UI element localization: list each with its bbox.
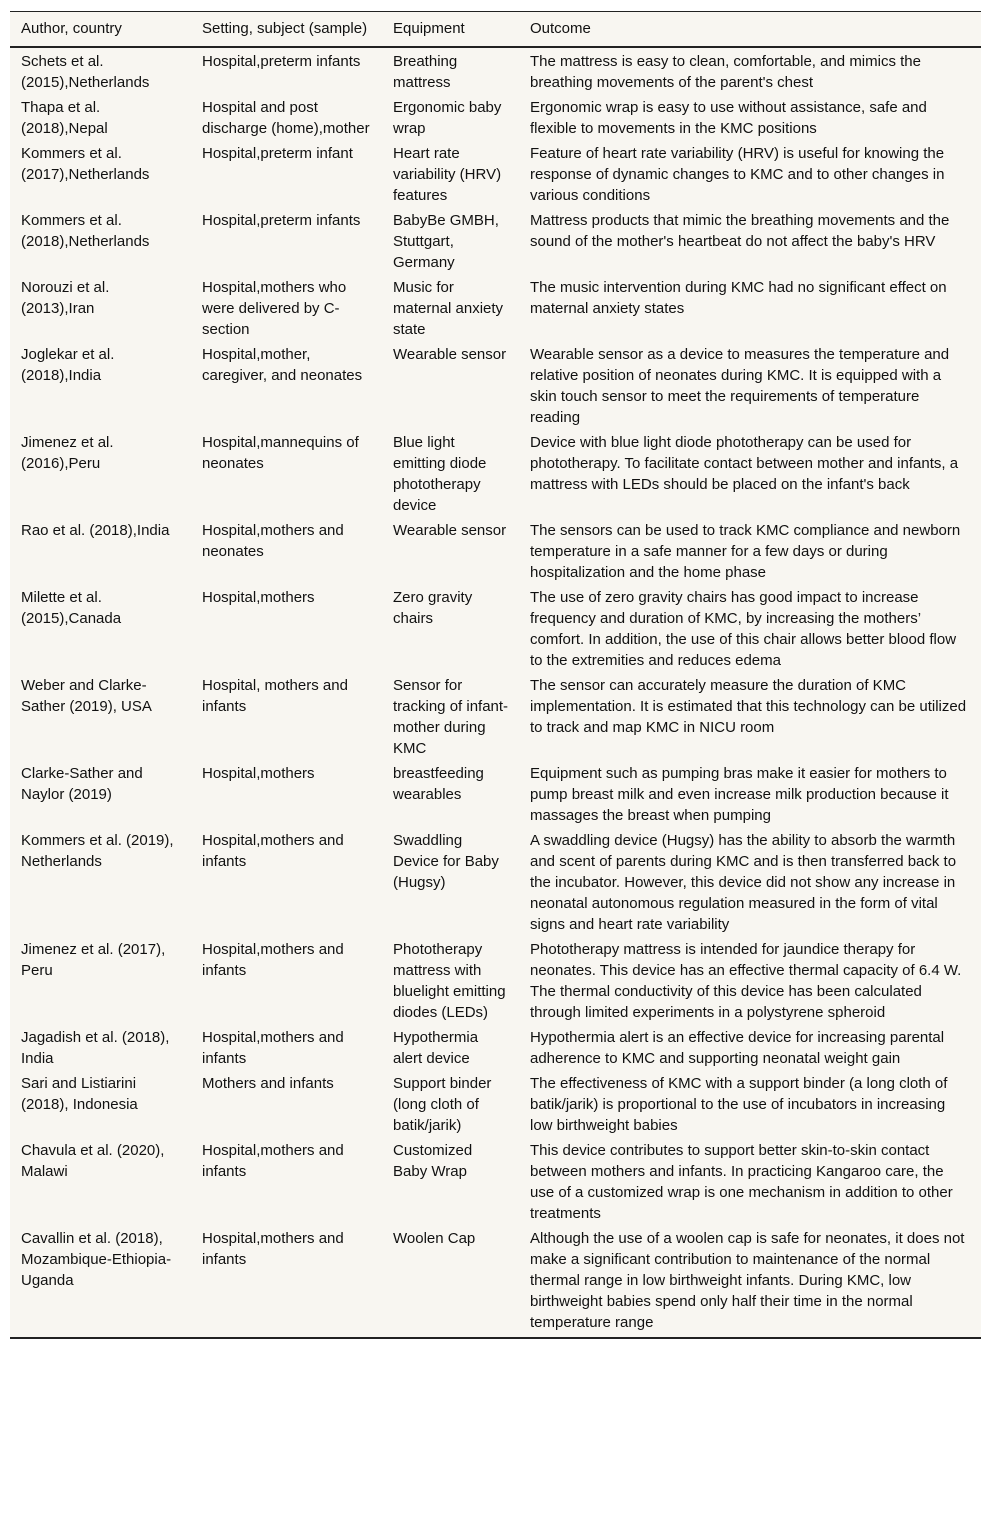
equipment-cell: Wearable sensor [393,522,507,539]
equipment-cell: Heart rate variability (HRV) features [393,145,502,204]
author-country-cell: Jimenez et al. (2017), Peru [21,941,166,979]
author-country-cell: Kommers et al. (2018),Netherlands [21,212,150,250]
author-country-cell: Milette et al. (2015),Canada [21,589,122,627]
equipment-cell: Ergonomic baby wrap [393,99,502,137]
table-row [10,1226,981,1337]
author-country-cell: Kommers et al. (2017),Netherlands [21,145,150,183]
outcome-cell: A swaddling device (Hugsy) has the ability to absorb the warmth and scent of parents during KMC and is then transferred back to the incubator. However, this device did not show any increase in neonatal autonomous regulation measured in the form of vital signs and heart rate variability [530,832,957,933]
setting-subject-cell: Hospital,mothers and neonates [202,522,344,560]
author-country-cell: Jagadish et al. (2018), India [21,1029,170,1067]
author-country-cell: Joglekar et al. (2018),India [21,346,115,384]
equipment-cell: Wearable sensor [393,346,507,363]
table-row [10,585,981,673]
setting-subject-cell: Hospital,mothers and infants [202,1142,344,1180]
outcome-cell: Hypothermia alert is an effective device for increasing parental adherence to KMC and supporting neonatal weight gain [530,1029,945,1067]
setting-subject-cell: Hospital,preterm infants [202,53,361,70]
setting-subject-cell: Hospital,mothers and infants [202,832,344,870]
table-row [10,430,981,518]
setting-subject-cell: Hospital,preterm infants [202,212,361,229]
kmc-equipment-table [10,12,981,1337]
header-equipment: Equipment [382,12,519,47]
header-author-country: Author, country [10,12,191,47]
table-header [10,12,981,47]
header-setting-subject: Setting, subject (sample) [191,12,382,47]
equipment-cell: Zero gravity chairs [393,589,473,627]
setting-subject-cell: Hospital,mothers [202,765,315,782]
setting-subject-cell: Hospital,mother, caregiver, and neonates [202,346,363,384]
table-row [10,761,981,828]
table-row [10,208,981,275]
outcome-cell: Wearable sensor as a device to measures the temperature and relative position of neonates during KMC. It is equipped with a skin touch sensor to meet the requirements of temperature reading [530,346,950,426]
table-row [10,47,981,95]
author-country-cell: Chavula et al. (2020), Malawi [21,1142,165,1180]
author-country-cell: Jimenez et al. (2016),Peru [21,434,114,472]
equipment-cell: Phototherapy mattress with bluelight emitting diodes (LEDs) [393,941,506,1021]
setting-subject-cell: Mothers and infants [202,1075,334,1092]
equipment-cell: Hypothermia alert device [393,1029,479,1067]
author-country-cell: Norouzi et al. (2013),Iran [21,279,110,317]
equipment-cell: Music for maternal anxiety state [393,279,504,338]
table-row [10,937,981,1025]
author-country-cell: Cavallin et al. (2018), Mozambique-Ethiopia-Uganda [21,1230,172,1289]
outcome-cell: The sensors can be used to track KMC compliance and newborn temperature in a safe manner for a few days or during hospitalization and the home phase [530,522,961,581]
data-table-container [10,11,981,1339]
equipment-cell: Swaddling Device for Baby (Hugsy) [393,832,499,891]
author-country-cell: Schets et al. (2015),Netherlands [21,53,150,91]
outcome-cell: Device with blue light diode phototherapy can be used for phototherapy. To facilitate contact between mother and infants, a mattress with LEDs should be placed on the infant's back [530,434,959,493]
table-row [10,275,981,342]
setting-subject-cell: Hospital,mothers [202,589,315,606]
outcome-cell: The use of zero gravity chairs has good impact to increase frequency and duration of KMC, by increasing the mothers’ comfort. In addition, the use of this chair allows better blood flow to the extremities and reduces edema [530,589,957,669]
equipment-cell: Sensor for tracking of infant-mother during KMC [393,677,509,757]
table-row [10,828,981,937]
table-row [10,1138,981,1226]
table-row [10,95,981,141]
equipment-cell: breastfeeding wearables [393,765,484,803]
table-row [10,518,981,585]
table-row [10,1025,981,1071]
outcome-cell: The effectiveness of KMC with a support binder (a long cloth of batik/jarik) is proportional to the use of incubators in increasing low birthweight babies [530,1075,948,1134]
author-country-cell: Kommers et al. (2019), Netherlands [21,832,174,870]
author-country-cell: Weber and Clarke-Sather (2019), USA [21,677,152,715]
outcome-cell: Phototherapy mattress is intended for jaundice therapy for neonates. This device has an effective thermal capacity of 6.4 W. The thermal conductivity of this device has been calculated through limited experiments in a polystyrene spheroid [530,941,962,1021]
equipment-cell: Support binder (long cloth of batik/jarik) [393,1075,492,1134]
equipment-cell: Woolen Cap [393,1230,476,1247]
setting-subject-cell: Hospital,mannequins of neonates [202,434,359,472]
setting-subject-cell: Hospital,mothers and infants [202,941,344,979]
outcome-cell: The mattress is easy to clean, comfortable, and mimics the breathing movements of the parent's chest [530,53,921,91]
setting-subject-cell: Hospital, mothers and infants [202,677,348,715]
author-country-cell: Thapa et al. (2018),Nepal [21,99,108,137]
outcome-cell: Ergonomic wrap is easy to use without assistance, safe and flexible to movements in the KMC positions [530,99,927,137]
author-country-cell: Sari and Listiarini (2018), Indonesia [21,1075,138,1113]
outcome-cell: Mattress products that mimic the breathing movements and the sound of the mother's heartbeat do not affect the baby's HRV [530,212,950,250]
setting-subject-cell: Hospital and post discharge (home),mother [202,99,370,137]
equipment-cell: BabyBe GMBH, Stuttgart, Germany [393,212,499,271]
outcome-cell: Feature of heart rate variability (HRV) is useful for knowing the response of dynamic changes to KMC and to other changes in various conditions [530,145,945,204]
setting-subject-cell: Hospital,preterm infant [202,145,353,162]
equipment-cell: Blue light emitting diode phototherapy device [393,434,487,514]
outcome-cell: The sensor can accurately measure the duration of KMC implementation. It is estimated that this technology can be utilized to track and map KMC in NICU room [530,677,967,736]
table-row [10,342,981,430]
table-row [10,1071,981,1138]
setting-subject-cell: Hospital,mothers who were delivered by C-section [202,279,347,338]
outcome-cell: Although the use of a woolen cap is safe for neonates, it does not make a significant contribution to maintenance of the normal thermal range in low birthweight infants. During KMC, low birthweight babies spend only half their time in the normal temperature range [530,1230,965,1331]
author-country-cell: Clarke-Sather and Naylor (2019) [21,765,143,803]
setting-subject-cell: Hospital,mothers and infants [202,1230,344,1268]
table-row [10,673,981,761]
table-row [10,141,981,208]
table-body [10,47,981,1337]
author-country-cell: Rao et al. (2018),India [21,522,170,539]
outcome-cell: The music intervention during KMC had no significant effect on maternal anxiety states [530,279,947,317]
equipment-cell: Customized Baby Wrap [393,1142,473,1180]
outcome-cell: This device contributes to support better skin-to-skin contact between mothers and infants. In practicing Kangaroo care, the use of a customized wrap is one mechanism in addition to other treatments [530,1142,953,1222]
setting-subject-cell: Hospital,mothers and infants [202,1029,344,1067]
equipment-cell: Breathing mattress [393,53,458,91]
header-row [10,12,981,47]
header-outcome: Outcome [519,12,981,47]
outcome-cell: Equipment such as pumping bras make it easier for mothers to pump breast milk and even increase milk production because it massages the breast when pumping [530,765,949,824]
